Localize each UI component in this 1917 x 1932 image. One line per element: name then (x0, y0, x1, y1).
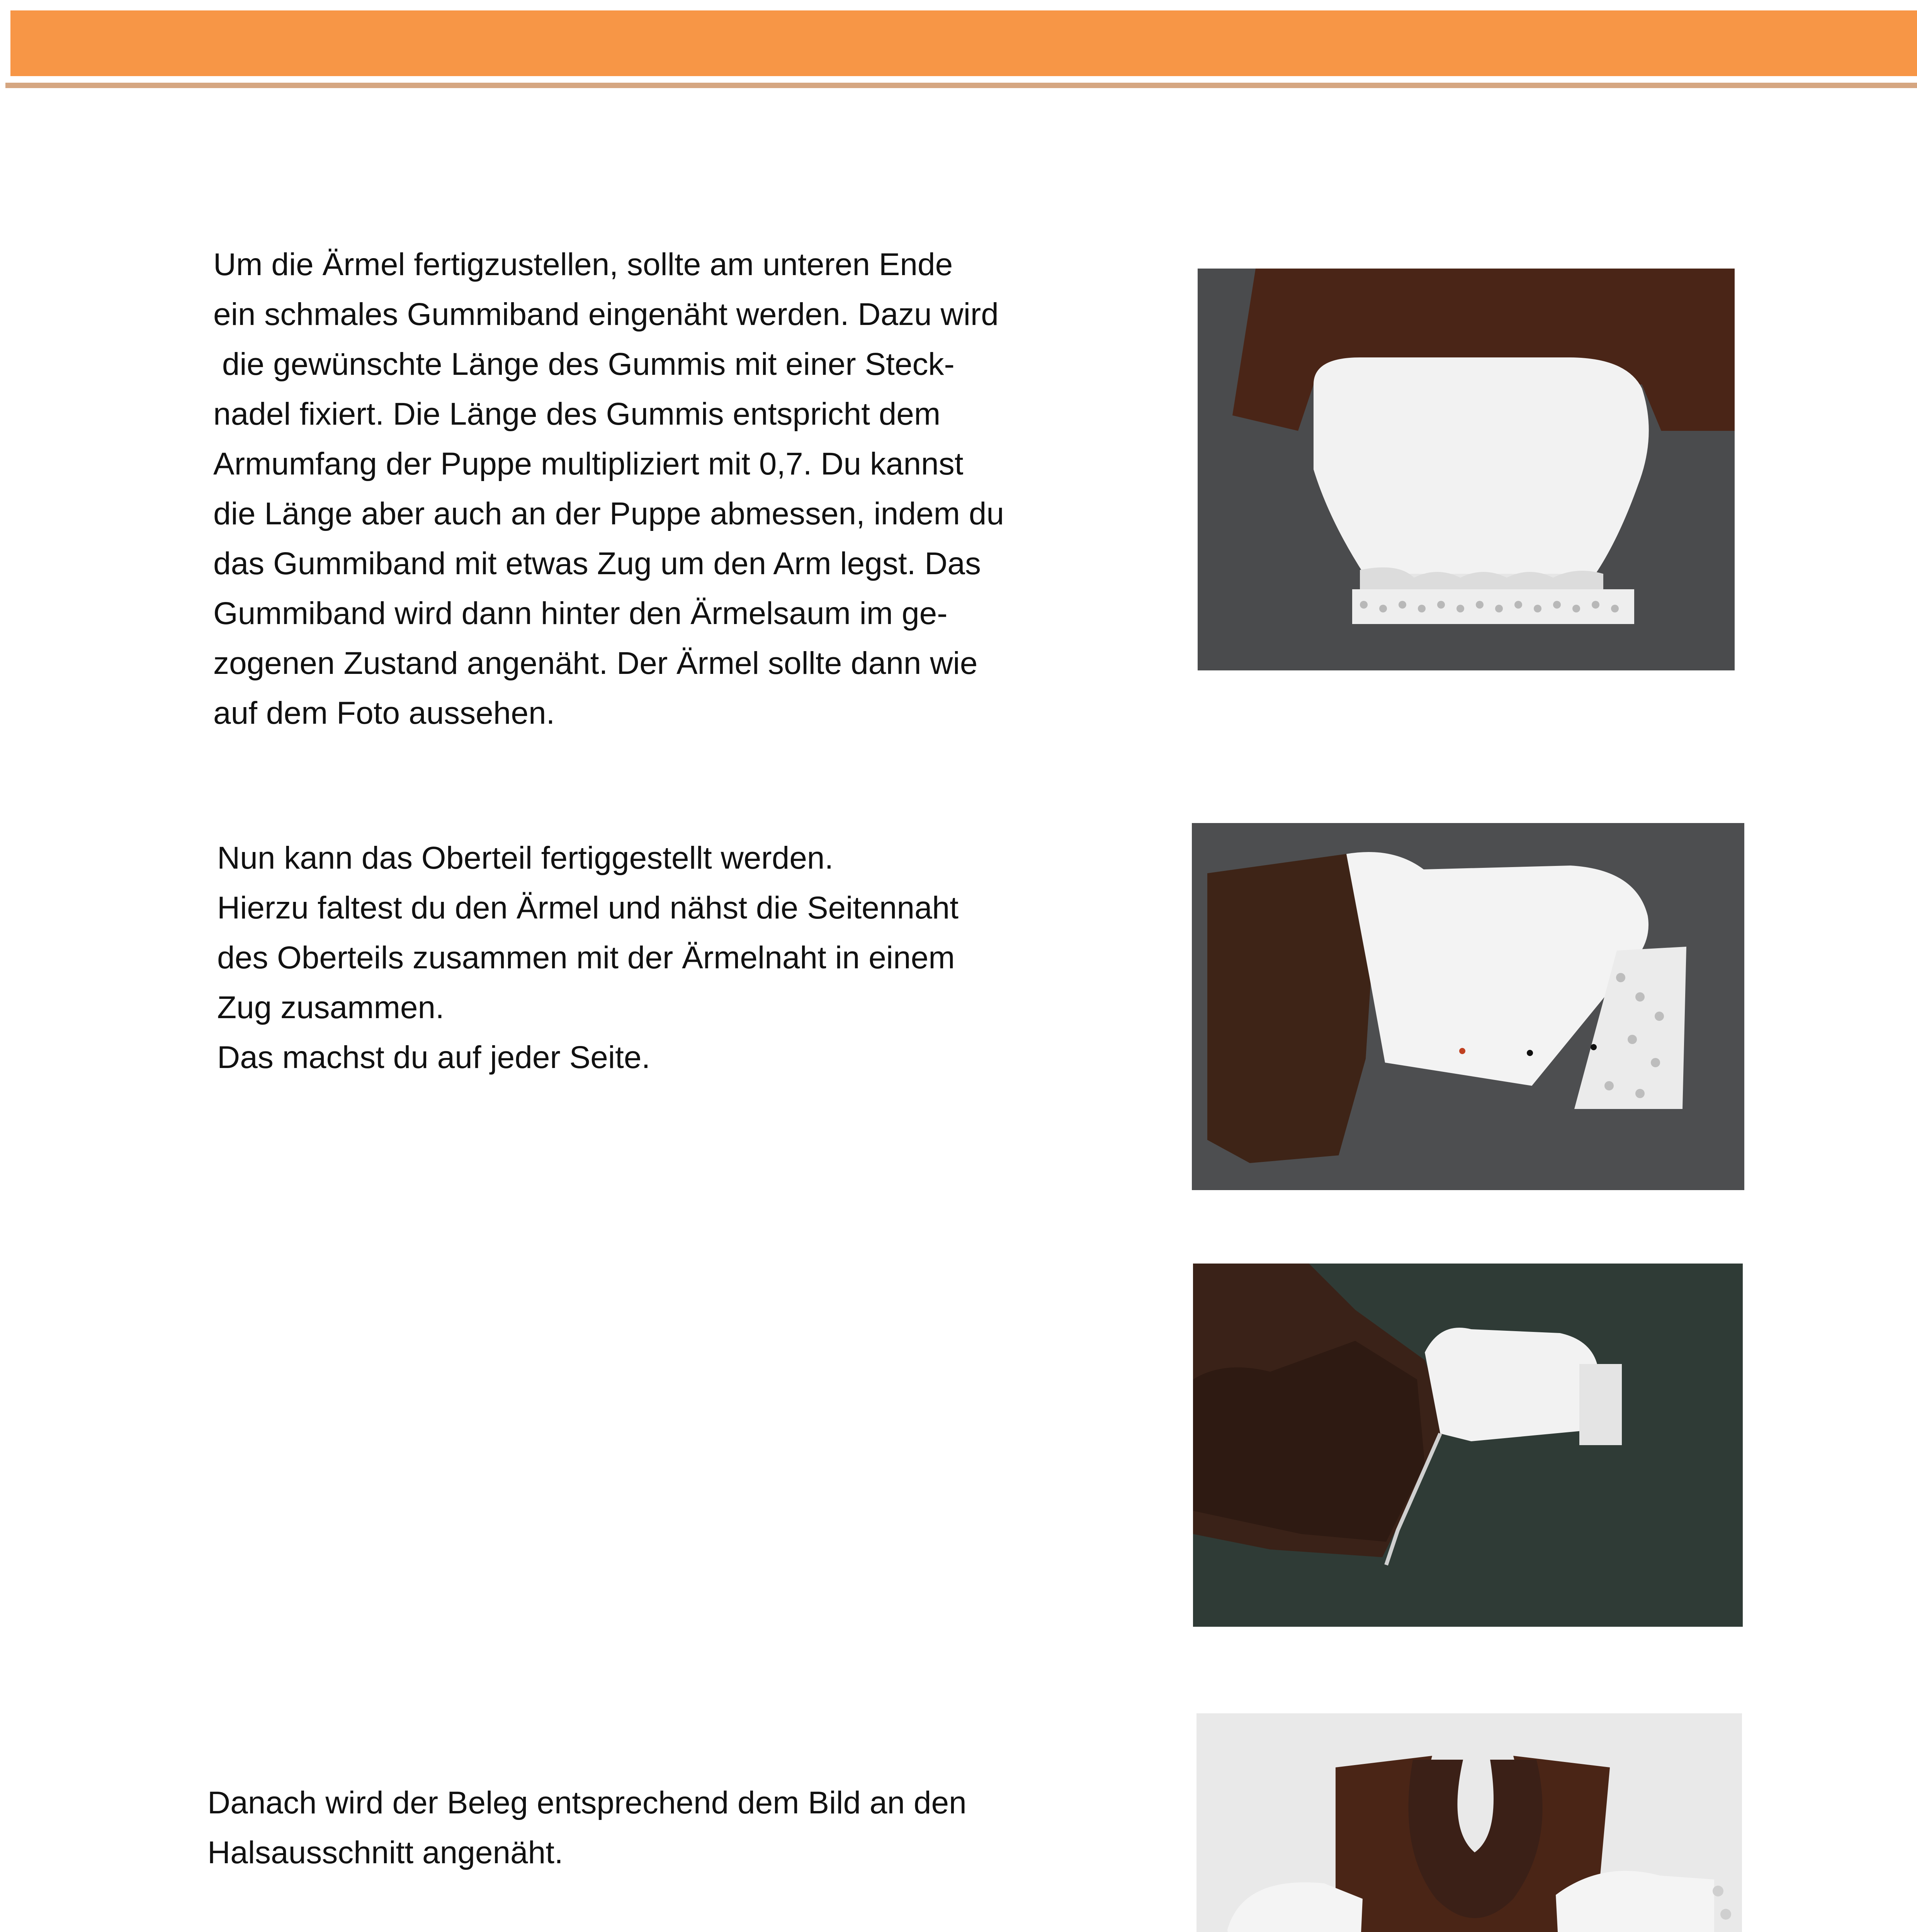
photo-folded-sleeve (1192, 823, 1744, 1190)
photo-sleeve-elastic (1198, 269, 1735, 670)
text-line: Hierzu faltest du den Ärmel und nähst die Seitennaht (217, 890, 959, 925)
text-line: Danach wird der Beleg entsprechend dem Bild an den (207, 1785, 967, 1820)
instruction-sleeve-elastic (213, 240, 1025, 738)
text-line: des Oberteils zusammen mit der Ärmelnaht in einem (217, 940, 955, 975)
text-line: nadel fixiert. Die Länge des Gummis entspricht dem (213, 396, 941, 432)
text-line: Nun kann das Oberteil fertiggestellt werden. (217, 840, 834, 876)
text-line: Zug zusammen. (217, 990, 444, 1025)
instruction-side-seam (217, 833, 1030, 1082)
text-line: die Länge aber auch an der Puppe abmessen, indem du (213, 496, 1004, 531)
text-line: Gummiband wird dann hinter den Ärmelsaum im ge- (213, 596, 948, 631)
header-rule (5, 83, 1917, 88)
text-line: Armumfang der Puppe multipliziert mit 0,7. Du kannst (213, 446, 964, 481)
text-line: das Gummiband mit etwas Zug um den Arm legst. Das (213, 546, 981, 581)
text-line: auf dem Foto aussehen. (213, 696, 555, 731)
text-line: die gewünschte Länge des Gummis mit einer Steck- (213, 347, 955, 382)
text-line: Das machst du auf jeder Seite. (217, 1040, 651, 1075)
header-bar (10, 10, 1917, 76)
text-line: ein schmales Gummiband eingenäht werden. Dazu wird (213, 297, 999, 332)
text-line: zogenen Zustand angenäht. Der Ärmel sollte dann wie (213, 646, 978, 681)
photo-sewn-seam (1193, 1264, 1743, 1627)
text-line: Um die Ärmel fertigzustellen, sollte am unteren Ende (213, 247, 953, 282)
text-line: Halsausschnitt angenäht. (207, 1835, 563, 1870)
photo-bodice-facing (1196, 1713, 1742, 1932)
instruction-facing (207, 1778, 1020, 1878)
